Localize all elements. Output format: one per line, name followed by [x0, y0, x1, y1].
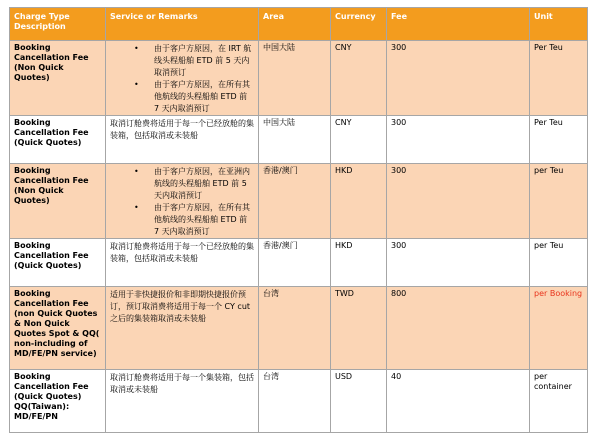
header-unit: Unit: [530, 8, 588, 41]
charge-type-cell: Booking Cancellation Fee (Quick Quotes): [10, 116, 106, 164]
area-cell: 香港/澳门: [259, 164, 331, 239]
unit-cell: per container: [530, 370, 588, 433]
area-cell: 台湾: [259, 287, 331, 370]
remark-text: 适用于非快捷报价和非即期快捷报价预订，预订取消费将适用于每一个 CY cut 之后的集装箱取消或未装船: [110, 290, 251, 323]
bullet-item: • 由于客户方原因，在 IRT 航线头程船舶 ETD 前 5 天内取消预订: [110, 43, 254, 79]
currency-cell: USD: [331, 370, 387, 433]
header-fee: Fee: [387, 8, 530, 41]
header-area: Area: [259, 8, 331, 41]
area-cell: 香港/澳门: [259, 239, 331, 287]
table-row: [10, 287, 588, 370]
fee-cell: 300: [387, 41, 530, 116]
fee-cell: 40: [387, 370, 530, 433]
bullet-item: • 由于客户方原因，在亚洲内航线的头程船舶 ETD 前 5 天内取消预订: [110, 166, 254, 202]
currency-cell: HKD: [331, 239, 387, 287]
charge-type-cell: Booking Cancellation Fee (Quick Quotes) QQ(Taiwan): MD/FE/PN: [10, 370, 106, 433]
header-currency: Currency: [331, 8, 387, 41]
charge-type-cell: Booking Cancellation Fee (Non Quick Quotes): [10, 41, 106, 116]
remark-text: 取消订舱费将适用于每一个已经放舱的集装箱，包括取消或未装船: [110, 242, 254, 263]
header-service: Service or Remarks: [106, 8, 259, 41]
remark-text: 取消订舱费将适用于每一个集装箱，包括取消或未装船: [110, 373, 254, 394]
fee-cell: 300: [387, 239, 530, 287]
charge-type-cell: Booking Cancellation Fee (non Quick Quotes & Non Quick Quotes Spot & QQ( non-including of MD/FE/PN service): [10, 287, 106, 370]
header-charge-type: Charge Type Description: [10, 8, 106, 41]
service-cell: [106, 287, 259, 370]
remark-text: 取消订舱费将适用于每一个已经放舱的集装箱，包括取消或未装船: [110, 119, 254, 140]
unit-cell: per Teu: [530, 239, 588, 287]
fee-cell: 300: [387, 164, 530, 239]
area-cell: 中国大陆: [259, 116, 331, 164]
currency-cell: HKD: [331, 164, 387, 239]
service-cell: [106, 116, 259, 164]
bullet-list: [110, 166, 254, 238]
fee-cell: 300: [387, 116, 530, 164]
currency-cell: CNY: [331, 116, 387, 164]
unit-cell: per Teu: [530, 164, 588, 239]
unit-cell: Per Teu: [530, 41, 588, 116]
table-row: [10, 370, 588, 433]
charge-type-cell: Booking Cancellation Fee (Quick Quotes): [10, 239, 106, 287]
currency-cell: CNY: [331, 41, 387, 116]
bullet-list: [110, 43, 254, 115]
table-header-row: [10, 8, 588, 41]
table-row: [10, 164, 588, 239]
service-cell: [106, 41, 259, 116]
area-cell: 台湾: [259, 370, 331, 433]
area-cell: 中国大陆: [259, 41, 331, 116]
table-row: [10, 41, 588, 116]
service-cell: [106, 370, 259, 433]
table-row: [10, 239, 588, 287]
charge-type-cell: Booking Cancellation Fee (Non Quick Quotes): [10, 164, 106, 239]
bullet-item: • 由于客户方原因，在所有其他航线的头程船舶 ETD 前 7 天内取消预订: [110, 79, 254, 115]
service-cell: [106, 164, 259, 239]
unit-cell: Per Teu: [530, 116, 588, 164]
charges-table: [9, 7, 588, 433]
currency-cell: TWD: [331, 287, 387, 370]
table-row: [10, 116, 588, 164]
bullet-item: • 由于客户方原因，在所有其他航线的头程船舶 ETD 前 7 天内取消预订: [110, 202, 254, 238]
fee-cell: 800: [387, 287, 530, 370]
unit-cell: per Booking: [530, 287, 588, 370]
service-cell: [106, 239, 259, 287]
